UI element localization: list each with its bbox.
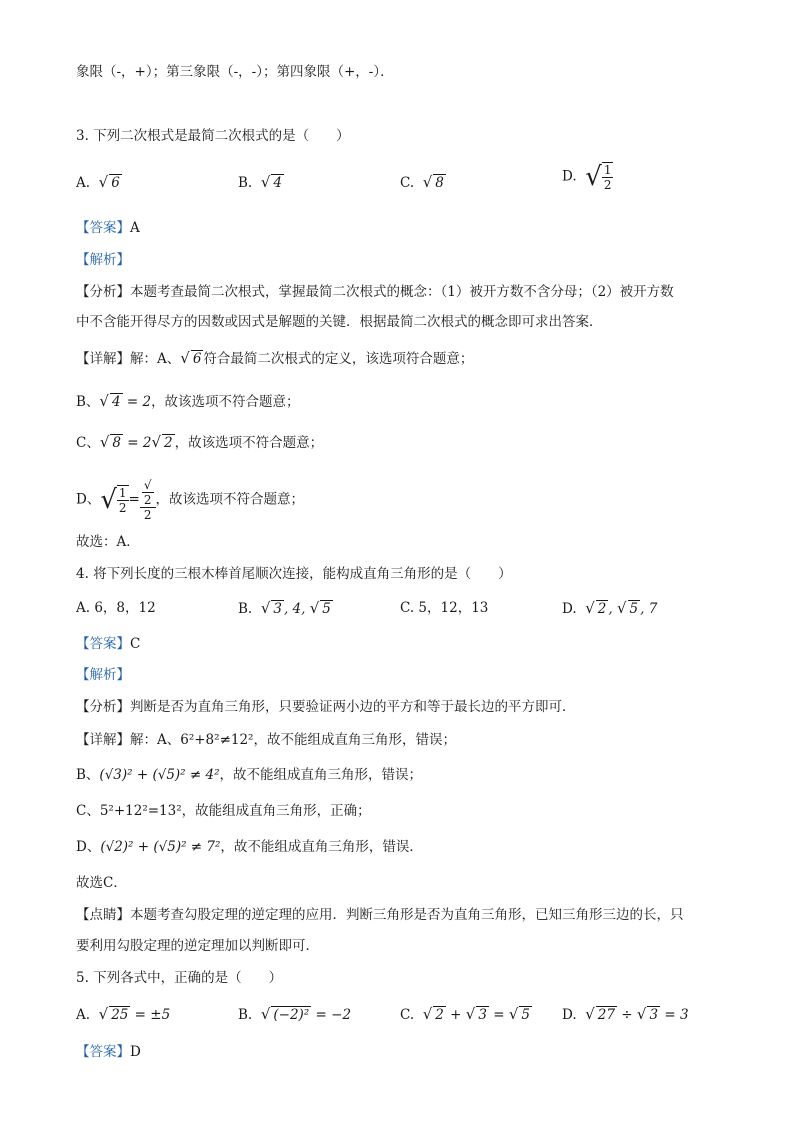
q3-detail-d: D、√ $\frac{1}{2}$ = √ 2 2 ，故该选项不符合题意；	[76, 478, 304, 522]
q5-option-a: A. √ 25 = ±5	[76, 1005, 171, 1023]
q4-detail-d: D、(√2)² + (√5)² ≠ 7²，故不能组成直角三角形，错误．	[76, 839, 423, 855]
q3-analysis-header: 【解析】	[76, 252, 130, 268]
q3-conclusion: 故选：A．	[76, 534, 140, 550]
q3-fenxi-line1: 【分析】本题考查最简二次根式，掌握最简二次根式的概念：（1）被开方数不含分母；（2）被开方数	[76, 284, 674, 300]
q4-option-c: C. 5，12，13	[400, 600, 489, 616]
q3-answer: 【答案】A	[76, 220, 140, 236]
q5-option-b: B. √ (−2)² = −2	[238, 1005, 352, 1023]
q3-option-b: B. √ 4	[238, 173, 282, 191]
question-3: 3. 下列二次根式是最简二次根式的是（ ）	[76, 128, 350, 144]
question-5: 5. 下列各式中，正确的是（ ）	[76, 970, 283, 986]
q4-note-line1: 【点睛】本题考查勾股定理的逆定理的应用．判断三角形是否为直角三角形，已知三角形三边的长，只	[76, 907, 684, 923]
q4-fenxi: 【分析】判断是否为直角三角形，只要验证两小边的平方和等于最长边的平方即可．	[76, 699, 576, 715]
q4-note-line2: 要利用勾股定理的逆定理加以判断即可．	[76, 938, 319, 954]
q3-option-c: C. √ 8	[400, 173, 444, 191]
q4-option-a: A. 6，8，12	[76, 600, 156, 616]
q3-fenxi-line2: 中不含能开得尽方的因数或因式是解题的关键．根据最简二次根式的概念即可求出答案．	[76, 314, 603, 330]
q5-option-c: C. √ 2 + √ 3 = √ 5	[400, 1005, 531, 1023]
q5-answer: 【答案】D	[76, 1044, 141, 1060]
q4-detail-b: B、(√3)² + (√5)² ≠ 4²，故不能组成直角三角形，错误；	[76, 767, 422, 783]
q4-answer: 【答案】C	[76, 636, 141, 652]
q3-detail-c: C、√ 8 = 2√ 2 ，故该选项不符合题意；	[76, 433, 324, 451]
q3-detail-a: 【详解】解：A、√ 6 符合最简二次根式的定义，该选项符合题意；	[76, 349, 474, 367]
text-line: 象限（-，+）；第三象限（-，-）；第四象限（+，-）．	[76, 64, 394, 80]
q5-option-d: D. √ 27 ÷ √ 3 = 3	[562, 1005, 689, 1023]
q4-option-d: D. √ 2 , √ 5 , 7	[562, 599, 658, 617]
q3-option-d: D. √ $\frac{1}{2}$	[562, 162, 612, 192]
question-4: 4. 将下列长度的三根木棒首尾顺次连接，能构成直角三角形的是（ ）	[76, 566, 512, 582]
q4-conclusion: 故选C．	[76, 875, 127, 891]
q3-option-a: A. √ 6	[76, 173, 120, 191]
q4-detail-a: 【详解】解：A、6²+8²≠12²，故不能组成直角三角形，错误；	[76, 732, 456, 748]
q4-detail-c: C、5²+12²=13²，故能组成直角三角形，正确；	[76, 803, 371, 819]
q3-detail-b: B、√ 4 = 2，故该选项不符合题意；	[76, 392, 300, 410]
q4-analysis-header: 【解析】	[76, 667, 130, 683]
q4-option-b: B. √ 3 , 4, √ 5	[238, 599, 331, 617]
